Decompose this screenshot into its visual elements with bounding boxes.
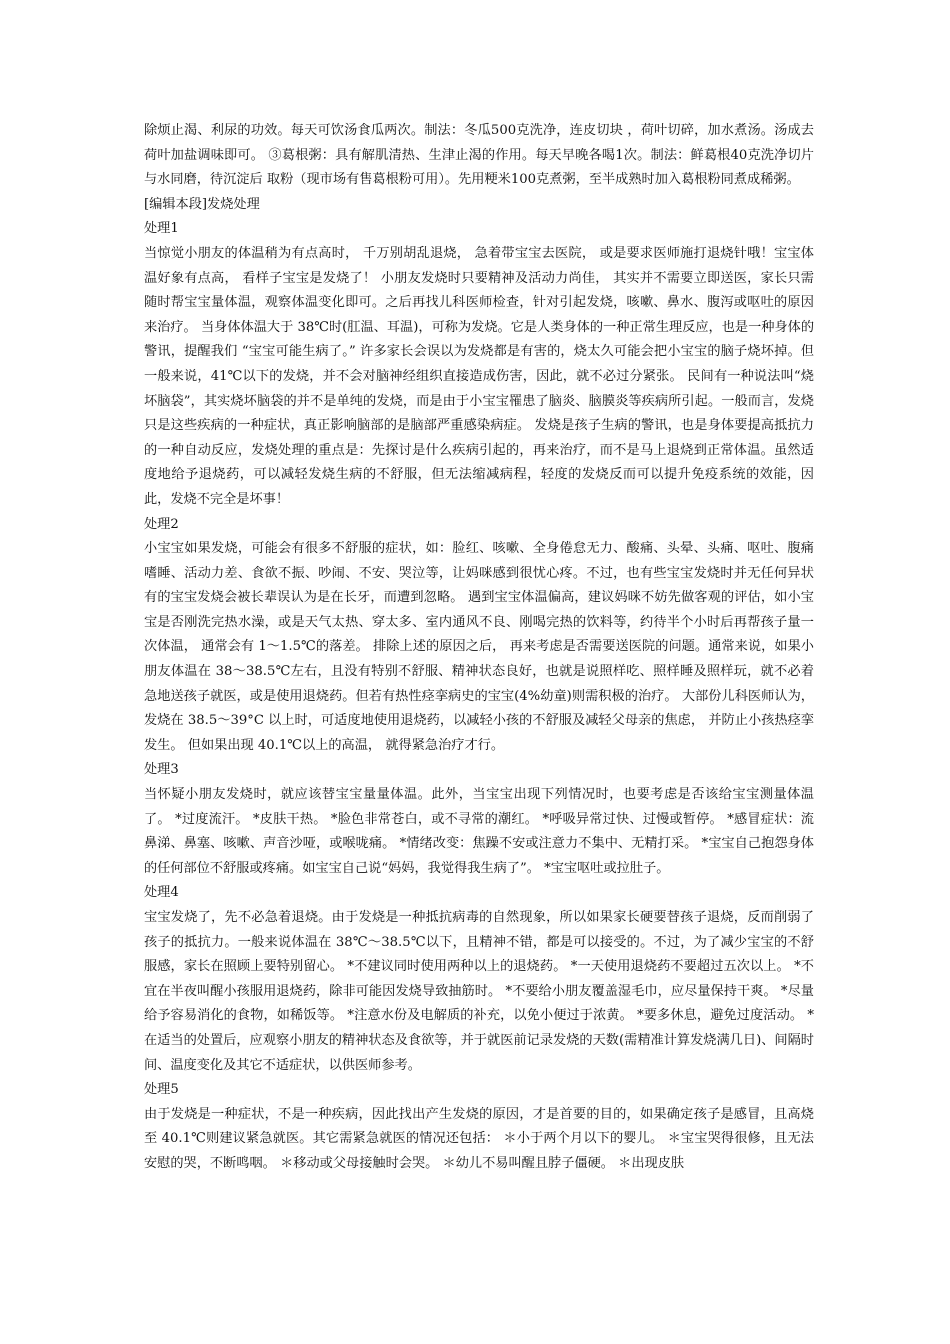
paragraph-gegen-recipe: 除烦止渴、利尿的功效。每天可饮汤食瓜两次。制法：冬瓜500克洗净，连皮切块 ，荷叶切碎，加水煮汤。汤成去荷叶加盐调味即可。 ③葛根粥：具有解肌清热、生津止渴的作用。每天早晚各喝1次。制法：鲜葛根40克洗净切片与水同磨，待沉淀后 取粉（现市场有售葛根粉可用）。先用粳米100克煮粥，至半成熟时加入葛根粉同煮成稀粥。 xyxy=(144,123,814,188)
document-page xyxy=(144,119,814,1177)
subheading-treatment-3: 处理3 xyxy=(144,762,179,778)
subheading-treatment-1: 处理1 xyxy=(144,221,179,237)
subheading-treatment-4: 处理4 xyxy=(144,885,179,901)
paragraph-treatment-2: 小宝宝如果发烧，可能会有很多不舒服的症状，如：脸红、咳嗽、全身倦怠无力、酸痛、头晕、头痛、呕吐、腹痛嗜睡、活动力差、食欲不振、吵闹、不安、哭泣等，让妈咪感到很忧心疼。不过，也有些宝宝发烧时并无任何异状有的宝宝发烧会被长辈误认为是在长牙，而遭到忽略。 遇到宝宝体温偏高，建议妈咪不妨先做客观的评估，如小宝宝是否刚洗完热水澡，或是天气太热、穿太多、室内通风不良、刚喝完热的饮料等，约待半个小时后再帮孩子量一次体温， 通常会有 1～1.5℃的落差。 排除上述的原因之后， 再来考虑是否需要送医院的问题。通常来说，如果小朋友体温在 38～38.5℃左右，且没有特别不舒服、精神状态良好，也就是说照样吃、照样睡及照样玩，就不必着急地送孩子就医，或是使用退烧药。但若有热性痉挛病史的宝宝(4%幼童)则需积极的治疗。 大部份儿科医师认为，发烧在 38.5～39°C 以上时，可适度地使用退烧药，以减轻小孩的不舒服及减轻父母亲的焦虑， 并防止小孩热痉挛发生。 但如果出现 40.1℃以上的高温， 就得紧急治疗才行。 xyxy=(144,541,814,753)
paragraph-treatment-1: 当惊觉小朋友的体温稍为有点高时， 千万别胡乱退烧， 急着带宝宝去医院， 或是要求医师施打退烧针哦！宝宝体温好象有点高， 看样子宝宝是发烧了！ 小朋友发烧时只要精神及活动力尚佳， 其实并不需要立即送医，家长只需随时帮宝宝量体温，观察体温变化即可。之后再找儿科医师检查，针对引起发烧，咳嗽、鼻水、腹泻或呕吐的原因来治疗。 当身体体温大于 38℃时(肛温、耳温)，可称为发烧。它是人类身体的一种正常生理反应，也是一种身体的警讯，提醒我们 “宝宝可能生病了。” 许多家长会误以为发烧都是有害的，烧太久可能会把小宝宝的脑子烧坏掉。但一般来说，41℃以下的发烧，并不会对脑神经组织直接造成伤害，因此，就不必过分紧张。 民间有一种说法叫“烧坏脑袋”，其实烧坏脑袋的并不是单纯的发烧，而是由于小宝宝罹患了脑炎、脑膜炎等疾病所引起。一般而言，发烧只是这些疾病的一种症状，真正影响脑部的是脑部严重感染病症。 发烧是孩子生病的警讯，也是身体要提高抵抗力的一种自动反应，发烧处理的重点是：先探讨是什么疾病引起的，再来治疗，而不是马上退烧到正常体温。虽然适度地给予退烧药，可以减轻发烧生病的不舒服，但无法缩减病程，轻度的发烧反而可以提升免疫系统的效能，因此，发烧不完全是坏事！ xyxy=(144,245,815,507)
paragraph-treatment-5: 由于发烧是一种症状，不是一种疾病，因此找出产生发烧的原因，才是首要的目的，如果确定孩子是感冒，且高烧至 40.1℃则建议紧急就医。其它需紧急就医的情况还包括： ＊小于两个月以下的婴儿。 ＊宝宝哭得很修，且无法安慰的哭，不断鸣咽。 ＊移动或父母接触时会哭。 ＊幼儿不易叫醒且脖子僵硬。 ＊出现皮肤 xyxy=(144,1106,814,1171)
section-heading: [编辑本段]发烧处理 xyxy=(144,196,260,212)
subheading-treatment-2: 处理2 xyxy=(144,516,179,532)
subheading-treatment-5: 处理5 xyxy=(144,1082,179,1098)
paragraph-treatment-3: 当怀疑小朋友发烧时，就应该替宝宝量量体温。此外，当宝宝出现下列情况时，也要考虑是否该给宝宝测量体温了。 *过度流汗。 *皮肤干热。 *脸色非常苍白，或不寻常的潮红。 *呼吸异常过快、过慢或暂停。 *感冒症状：流鼻涕、鼻塞、咳嗽、声音沙哑，或喉咙痛。 *情绪改变：焦躁不安或注意力不集中、无精打采。 *宝宝自己抱怨身体的任何部位不舒服或疼痛。如宝宝自己说“妈妈，我觉得我生病了”。 *宝宝呕吐或拉肚子。 xyxy=(144,787,814,876)
paragraph-treatment-4: 宝宝发烧了，先不必急着退烧。由于发烧是一种抵抗病毒的自然现象，所以如果家长硬要替孩子退烧，反而削弱了孩子的抵抗力。一般来说体温在 38℃～38.5℃以下，且精神不错，都是可以接受的。不过，为了减少宝宝的不舒服感，家长在照顾上要特别留心。 *不建议同时使用两种以上的退烧药。 *一天使用退烧药不要超过五次以上。 *不宜在半夜叫醒小孩服用退烧药，除非可能因发烧导致抽筋时。 *不要给小朋友覆盖湿毛巾，应尽量保持干爽。 *尽量给予容易消化的食物，如稀饭等。 *注意水份及电解质的补充，以免小便过于浓黄。 *要多休息，避免过度活动。 *在适当的处置后，应观察小朋友的精神状态及食欲等，并于就医前记录发烧的天数(需精准计算发烧满几日)、间隔时间、温度变化及其它不适症状，以供医师参考。 xyxy=(144,910,814,1073)
